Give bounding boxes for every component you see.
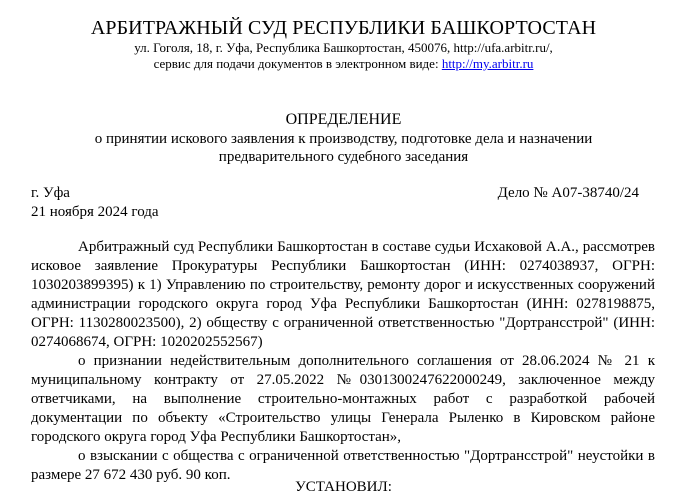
document-body	[31, 238, 655, 485]
city: г. Уфа	[31, 185, 70, 201]
paragraph-claim: Арбитражный суд Республики Башкортостан в составе судьи Исхаковой А.А., рассмотрев исковое заявление Прокуратуры Республики Башкортостан (ИНН: 0274038937, ОГРН: 1030203899395) к 1) Управлению по строительству, ремонту дорог и искусственных сооружений администрации городского округа город Уфа Республики Башкортостан (ИНН: 0278198875, ОГРН: 1130280023500), 2) обществу с ограниченной ответственностью "Дортрансстрой" (ИНН: 0274068674, ОГРН: 1020202552567)	[31, 239, 655, 350]
paragraph-penalty: о взыскании с общества с ограниченной ответственностью "Дортрансстрой" неустойки в размере 27 672 430 руб. 90 коп.	[31, 448, 655, 483]
paragraph-invalidation: о признании недействительным дополнительного соглашения от 28.06.2024 № 21 к муниципальному контракту от 27.05.2022 №0301300247622000249, заключенное между ответчиками, на выполнение строительно-монтажных работ с разработкой рабочей документации по объекту «Строительство улицы Генерала Рыленко в Кировском районе городского округа город Уфа Республики Башкортостан»,	[31, 353, 655, 445]
filing-service-text: сервис для подачи документов в электронном виде:	[153, 56, 442, 71]
document-subject: о принятии искового заявления к производству, подготовке дела и назначении предварительного судебного заседания	[94, 131, 593, 165]
ruling-heading: УСТАНОВИЛ:	[295, 479, 392, 495]
filing-service-link[interactable]: http://my.arbitr.ru	[441, 56, 534, 71]
document-date: 21 ноября 2024 года	[31, 204, 159, 220]
document-type-title: ОПРЕДЕЛЕНИЕ	[285, 111, 402, 128]
court-address: ул. Гоголя, 18, г. Уфа, Республика Башкортостан, 450076, http://ufa.arbitr.ru/,	[134, 40, 553, 55]
court-name: АРБИТРАЖНЫЙ СУД РЕСПУБЛИКИ БАШКОРТОСТАН	[90, 17, 597, 39]
case-number: Дело № А07-38740/24	[497, 185, 639, 201]
court-filing-line	[0, 56, 687, 72]
